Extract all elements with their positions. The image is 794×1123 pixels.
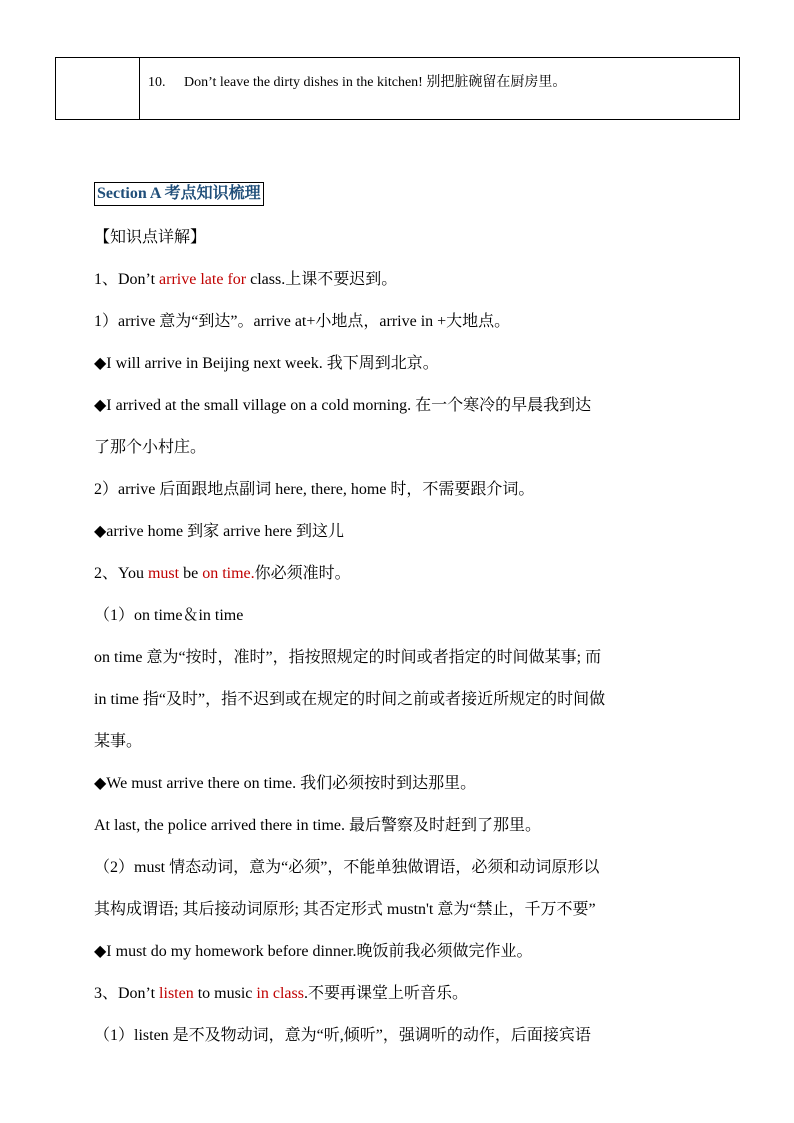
text-segment: 3、Don’t [94, 985, 160, 1002]
example-line: ◆I will arrive in Beijing next week. 我下周到北京。 [94, 355, 439, 372]
text-segment: 1、Don’t [94, 271, 160, 288]
text-line: （1）listen 是不及物动词，意为“听,倾听”，强调听的动作，后面接宾语 [94, 1027, 591, 1044]
highlight-phrase: in class [256, 985, 304, 1002]
text-segment: be [179, 565, 203, 582]
text-line: on time 意为“按时，准时”，指按照规定的时间或者指定的时间做某事; 而 [94, 649, 602, 666]
highlight-phrase: must [147, 565, 180, 582]
item-number: 10. [148, 75, 166, 90]
item-sentence: Don’t leave the dirty dishes in the kitchen! 别把脏碗留在厨房里。 [184, 75, 567, 90]
example-line: At last, the police arrived there in time. 最后警察及时赶到了那里。 [94, 817, 542, 834]
text-segment: 2、You [94, 565, 148, 582]
table-cell-empty [56, 58, 140, 120]
example-line: ◆I arrived at the small village on a cold morning. 在一个寒冷的早晨我到达 [94, 397, 592, 414]
example-line: ◆We must arrive there on time. 我们必须按时到达那里。 [94, 775, 477, 792]
text-segment: to music [193, 985, 257, 1002]
text-line: 2）arrive 后面跟地点副词 here, there, home 时，不需要跟介词。 [94, 481, 535, 498]
highlight-phrase: on time. [202, 565, 255, 582]
table-row [56, 58, 740, 120]
section-title: Section A 考点知识梳理 [94, 182, 264, 206]
text-line: 1）arrive 意为“到达”。arrive at+小地点，arrive in +大地点。 [94, 313, 511, 330]
point-1-title [94, 269, 397, 291]
text-segment: .不要再课堂上听音乐。 [303, 985, 468, 1002]
example-line: ◆arrive home 到家 arrive here 到这儿 [94, 523, 344, 540]
text-line: 了那个小村庄。 [94, 439, 207, 456]
highlight-phrase: listen [159, 985, 194, 1002]
point-2-title [94, 563, 351, 585]
highlight-phrase: arrive late for [159, 271, 247, 288]
subheading: （1）on time＆in time [94, 607, 244, 624]
knowledge-header: 【知识点详解】 [94, 229, 207, 246]
text-line: in time 指“及时”，指不迟到或在规定的时间之前或者接近所规定的时间做 [94, 691, 606, 708]
text-line: 其构成谓语; 其后接动词原形; 其否定形式 mustn't 意为“禁止，千万不要” [94, 901, 596, 918]
example-line: ◆I must do my homework before dinner.晚饭前我必须做完作业。 [94, 943, 533, 960]
table-cell-sentence [140, 58, 740, 120]
text-segment: class.上课不要迟到。 [246, 271, 398, 288]
text-line: 某事。 [94, 733, 143, 750]
text-line: （2）must 情态动词，意为“必须”，不能单独做谓语，必须和动词原形以 [94, 859, 600, 876]
point-3-title [94, 983, 468, 1005]
top-table [55, 57, 740, 120]
text-segment: 你必须准时。 [254, 565, 351, 582]
